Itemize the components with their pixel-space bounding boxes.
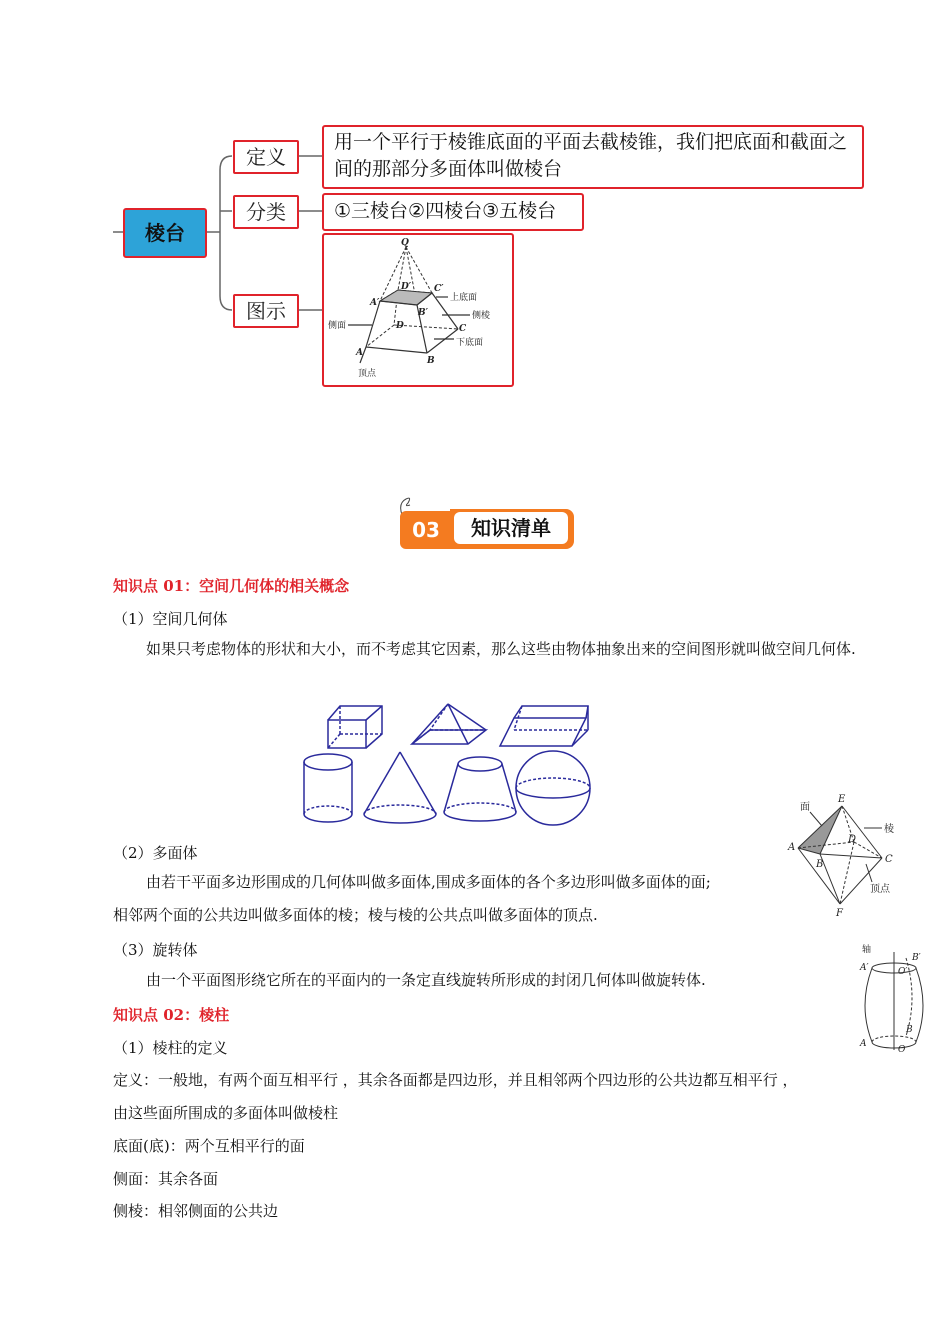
rot-B1: B′ — [912, 953, 921, 963]
k1-s2-title: （2）多面体 — [113, 844, 198, 862]
poly-D: D — [848, 834, 857, 845]
poly-B: B — [816, 859, 824, 870]
banner-title-bg — [450, 509, 574, 549]
label-A: A — [356, 348, 363, 358]
label-D1: D′ — [401, 282, 412, 292]
k2-edge: 侧棱：相邻侧面的公共边 — [113, 1202, 279, 1220]
mindmap-root: 棱台 — [123, 208, 207, 258]
label-B1: B′ — [418, 308, 428, 318]
k1-s3-text: 由一个平面图形绕它所在的平面内的一条定直线旋转所形成的封闭几何体叫做旋转体. — [146, 971, 706, 989]
rot-A: A — [860, 1039, 867, 1049]
section-banner — [396, 493, 578, 553]
k2-s1-title: （1）棱柱的定义 — [113, 1039, 228, 1057]
k2-side: 侧面：其余各面 — [113, 1170, 219, 1188]
definition-text: 用一个平行于棱锥底面的平面去截棱锥，我们把底面和截面之间的那部分多面体叫做棱台 — [334, 131, 848, 180]
k1-s2-text-b: 相邻两个面的公共边叫做多面体的棱；棱与棱的公共点叫做多面体的顶点. — [113, 906, 598, 924]
classification-box — [322, 193, 584, 231]
label-vertex: 顶点 — [358, 369, 377, 379]
k1-heading: 知识点 01：空间几何体的相关概念 — [113, 577, 350, 595]
k2-def-a: 定义：一般地，有两个面互相平行 ，其余各面都是四边形，并且相邻两个四边形的公共边都互相平行 ， — [113, 1071, 798, 1089]
branch-classification-label: 分类 — [233, 195, 299, 229]
label-C: C — [459, 324, 467, 334]
poly-C: C — [885, 854, 893, 865]
rot-axis-label: 轴 — [862, 945, 872, 955]
poly-A: A — [788, 842, 796, 853]
classification-text: ①三棱台②四棱台③五棱台 — [334, 200, 557, 222]
banner-number: 03 — [400, 511, 452, 549]
rotation-figure — [856, 938, 930, 1056]
frustum-diagram-box — [322, 233, 514, 387]
polyhedron-figure — [786, 792, 902, 918]
label-bottom-face: 下底面 — [456, 338, 484, 348]
k2-def-b: 由这些面所围成的多面体叫做棱柱 — [113, 1104, 339, 1122]
definition-box — [322, 125, 864, 189]
geometry-shapes — [300, 700, 600, 828]
poly-edge-label: 棱 — [884, 824, 894, 835]
k2-base: 底面(底)：两个互相平行的面 — [113, 1137, 305, 1155]
label-A1: A′ — [370, 298, 380, 308]
label-D: D — [396, 321, 404, 331]
rot-O: O — [898, 1045, 906, 1055]
k1-s2-text-a: 由若干平面多边形围成的几何体叫做多面体,围成多面体的各个多边形叫做多面体的面; — [146, 873, 711, 891]
branch-definition-label: 定义 — [233, 140, 299, 174]
banner-title: 知识清单 — [454, 512, 568, 544]
label-B: B — [427, 356, 435, 366]
rot-A1: A′ — [860, 963, 869, 973]
poly-E: E — [838, 794, 846, 805]
poly-F: F — [836, 908, 843, 918]
rot-O1: O′ — [898, 967, 908, 977]
poly-face-label: 面 — [800, 802, 810, 813]
label-C1: C′ — [434, 284, 444, 294]
frustum-diagram — [324, 235, 512, 385]
k1-s1-text: 如果只考虑物体的形状和大小，而不考虑其它因素，那么这些由物体抽象出来的空间图形就叫做空间几何体. — [146, 640, 856, 658]
k1-s1-title: （1）空间几何体 — [113, 610, 228, 628]
label-lateral-edge: 侧棱 — [472, 311, 491, 321]
branch-diagram-label: 图示 — [233, 294, 299, 328]
k1-s3-title: （3）旋转体 — [113, 941, 198, 959]
label-lateral-face: 侧面 — [328, 321, 347, 331]
k2-heading: 知识点 02：棱柱 — [113, 1006, 230, 1024]
label-Q: Q — [401, 238, 409, 248]
rot-B: B — [906, 1025, 913, 1035]
poly-vertex-label: 顶点 — [870, 884, 890, 895]
label-top-face: 上底面 — [450, 293, 478, 303]
